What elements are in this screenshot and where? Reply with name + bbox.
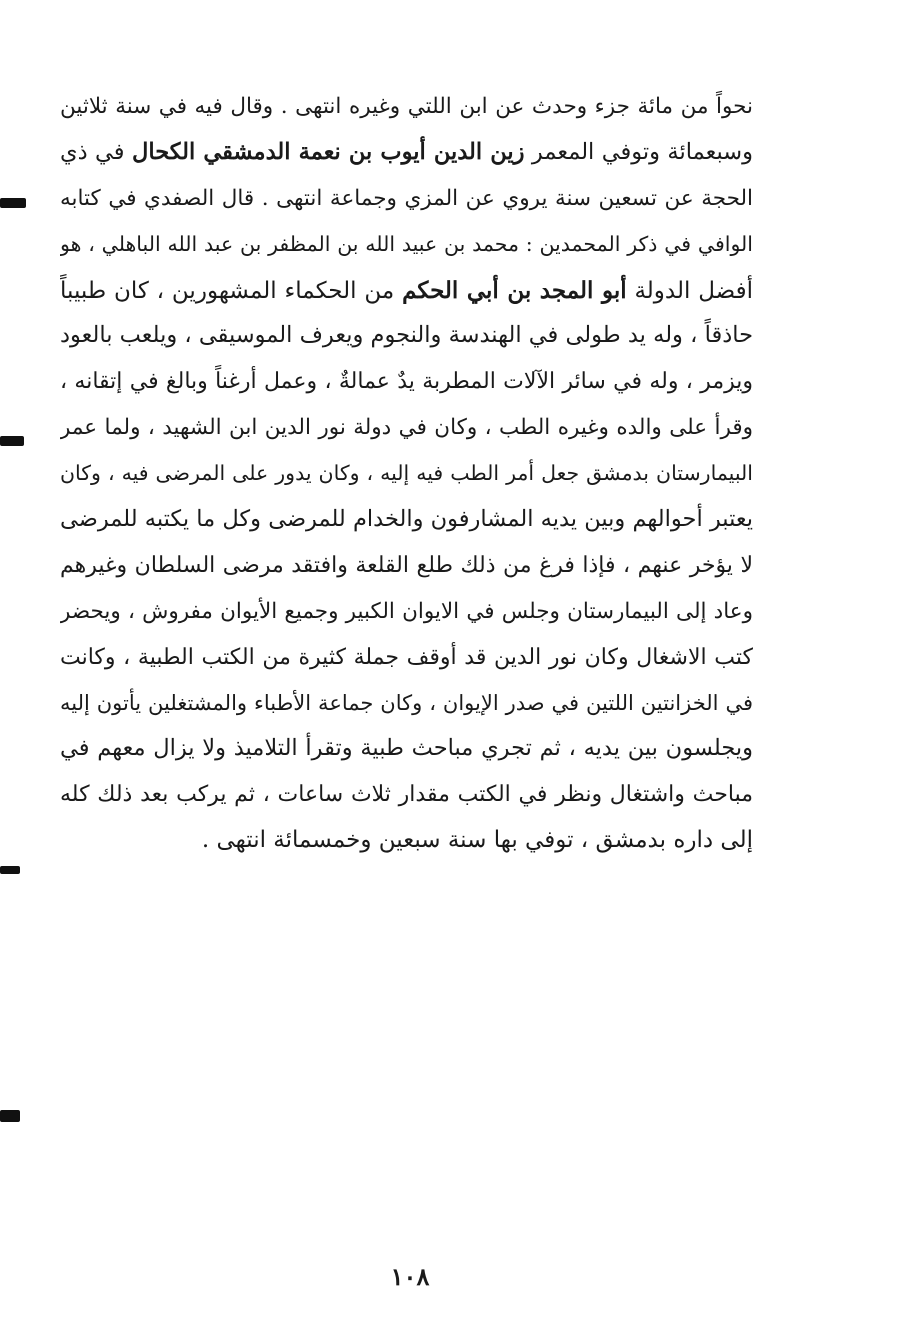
text-line: الوافي في ذكر المحمدين : محمد بن عبيد الله بن المظفر بن عبد الله الباهلي ، هو: [60, 231, 753, 256]
bold-name: أبو المجد بن أبي الحكم: [402, 276, 627, 304]
text-line: وقرأ على والده وغيره الطب ، وكان في دولة نور الدين ابن الشهيد ، ولما عمر: [60, 415, 753, 441]
text-line: وعاد إلى البيمارستان وجلس في الايوان الكبير وجميع الأيوان مفروش ، ويحضر: [60, 598, 753, 624]
margin-ink-mark: [0, 866, 20, 874]
margin-ink-mark: [0, 1110, 20, 1122]
bold-name: زين الدين أيوب بن نعمة الدمشقي الكحال: [131, 138, 525, 165]
text-line: البيمارستان بدمشق جعل أمر الطب فيه إليه ، وكان يدور على المرضى فيه ، وكان: [60, 461, 753, 486]
text-segment: وسبعمائة وتوفي المعمر: [524, 138, 753, 165]
text-segment: من الحكماء المشهورين ، كان طبيباً: [60, 277, 403, 304]
text-line: إلى داره بدمشق ، توفي بها سنة سبعين وخمسمائة انتهى .: [201, 827, 753, 854]
margin-ink-mark: [0, 436, 24, 446]
text-line: [60, 130, 753, 176]
text-line: الحجة عن تسعين سنة يروي عن المزي وجماعة انتهى . قال الصفدي في كتابه: [60, 185, 753, 211]
text-line: مباحث واشتغال ونظر في الكتب مقدار ثلاث ساعات ، ثم يركب بعد ذلك كله: [60, 782, 753, 808]
text-line: يعتبر أحوالهم وبين يديه المشارفون والخدام للمرضى وكل ما يكتبه للمرضى: [60, 506, 753, 533]
text-line: لا يؤخر عنهم ، فإذا فرغ من ذلك طلع القلعة وافتقد مرضى السلطان وغيرهم: [60, 552, 753, 578]
text-line: ويجلسون بين يديه ، ثم تجري مباحث طبية وتقرأ التلاميذ ولا يزال معهم في: [60, 735, 753, 762]
text-line: [60, 268, 753, 314]
text-line: ويزمر ، وله في سائر الآلات المطربة يدٌ عمالةٌ ، وعمل أرغناً وبالغ في إتقانه ،: [60, 369, 753, 395]
margin-ink-mark: [0, 198, 26, 208]
text-segment: أفضل الدولة: [626, 277, 753, 304]
text-line: نحواً من مائة جزء وحدث عن ابن اللتي وغيره انتهى . وقال فيه في سنة ثلاثين: [60, 94, 753, 119]
page-number: ١٠٨: [390, 1262, 430, 1291]
text-line: حاذقاً ، وله يد طولى في الهندسة والنجوم ويعرف الموسيقى ، ويلعب بالعود: [60, 322, 753, 349]
body-text: [60, 84, 753, 864]
text-line: في الخزانتين اللتين في صدر الإيوان ، وكان جماعة الأطباء والمشتغلين يأتون إليه: [60, 690, 753, 715]
text-segment: في ذي: [60, 138, 132, 165]
text-line: كتب الاشغال وكان نور الدين قد أوقف جملة كثيرة من الكتب الطبية ، وكانت: [60, 644, 753, 670]
